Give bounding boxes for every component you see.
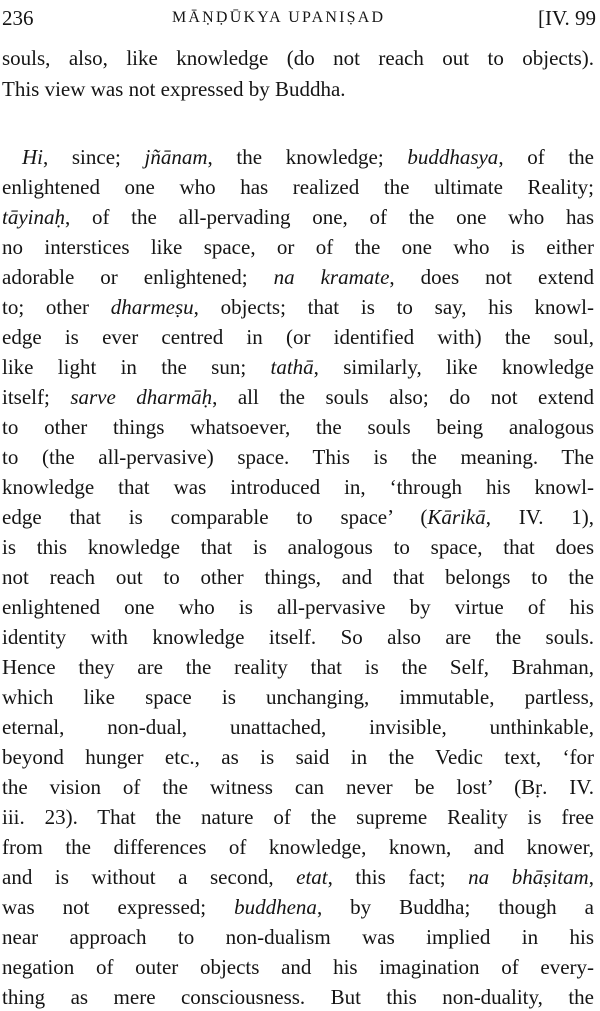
text-line <box>2 233 594 261</box>
text-line <box>2 923 594 951</box>
italic-term: na kramate <box>273 265 390 289</box>
text-line <box>2 293 594 321</box>
text-line <box>2 173 594 201</box>
text-segment: enlightened one who is all-pervasive by virtue of his <box>2 595 594 619</box>
text-line <box>2 743 594 771</box>
text-line <box>2 75 594 103</box>
text-segment: , <box>588 865 594 889</box>
text-line <box>2 473 594 501</box>
text-line <box>2 623 594 651</box>
text-line <box>2 353 594 381</box>
text-segment: Hence they are the reality that is the Self, Brahman, <box>2 655 594 679</box>
text-segment: , since; <box>43 145 145 169</box>
text-segment: was not expressed; <box>2 895 235 919</box>
text-segment: to (the all-pervasive) space. This is the meaning. The <box>2 445 594 469</box>
text-segment: identity with knowledge itself. So also are the souls. <box>2 625 594 649</box>
text-segment: , objects; that is to say, his knowl- <box>193 295 594 319</box>
text-segment: edge that is comparable to space’ ( <box>2 505 428 529</box>
text-segment: to; other <box>2 295 111 319</box>
section-reference: [IV. 99 <box>538 6 596 30</box>
text-segment: iii. 23). That the nature of the supreme Reality is free <box>2 805 594 829</box>
text-line <box>2 893 594 921</box>
page-number: 236 <box>2 6 34 30</box>
text-segment: from the differences of knowledge, known, and knower, <box>2 835 594 859</box>
italic-term: tāyinaḥ <box>2 205 65 229</box>
italic-term: buddhasya <box>407 145 499 169</box>
italic-term: dharmeṣu <box>110 295 194 319</box>
text-line <box>2 863 594 891</box>
text-segment: knowledge that was introduced in, ‘through his knowl- <box>2 475 594 499</box>
running-title: MĀṆḌŪKYA UPANIṢAD <box>172 9 386 26</box>
text-segment: beyond hunger etc., as is said in the Vedic text, ‘for <box>2 745 594 769</box>
text-segment: itself; <box>2 385 71 409</box>
text-segment: , all the souls also; do not extend <box>212 385 595 409</box>
text-segment: , the knowledge; <box>207 145 408 169</box>
text-segment: negation of outer objects and his imagination of every- <box>2 955 594 979</box>
text-segment: souls, also, like knowledge (do not reach out to objects). <box>2 46 594 70</box>
text-line <box>2 44 594 72</box>
italic-term: etat <box>296 865 328 889</box>
text-line <box>2 203 594 231</box>
text-line <box>2 443 594 471</box>
text-line <box>2 983 594 1011</box>
text-segment: , of the all-pervading one, of the one who has <box>65 205 594 229</box>
italic-term: buddhena <box>234 895 317 919</box>
italic-term: tathā <box>270 355 314 379</box>
text-line <box>2 773 594 801</box>
text-line <box>2 833 594 861</box>
italic-term: jñānam <box>144 145 208 169</box>
text-segment: to other things whatsoever, the souls being analogous <box>2 415 594 439</box>
text-line <box>2 263 594 291</box>
text-segment: , does not extend <box>389 265 594 289</box>
text-line <box>2 323 594 351</box>
text-line <box>2 563 594 591</box>
text-line <box>2 713 594 741</box>
text-segment: This view was not expressed by Buddha. <box>2 77 346 101</box>
text-line <box>2 953 594 981</box>
text-line <box>2 383 594 411</box>
text-segment: is this knowledge that is analogous to space, that does <box>2 535 594 559</box>
italic-term: Kārikā <box>427 505 486 529</box>
text-segment: thing as mere consciousness. But this non-duality, the <box>2 985 594 1009</box>
text-segment: like light in the sun; <box>2 355 271 379</box>
text-line <box>2 593 594 621</box>
text-segment: near approach to non-dualism was implied in his <box>2 925 594 949</box>
text-line <box>2 653 594 681</box>
text-segment: , by Buddha; though a <box>316 895 594 919</box>
text-segment: edge is ever centred in (or identified with) the soul, <box>2 325 594 349</box>
text-segment: the vision of the witness can never be lost’ (Bṛ. IV. <box>2 775 594 799</box>
text-segment: which like space is unchanging, immutable, partless, <box>2 685 594 709</box>
text-line <box>2 503 594 531</box>
text-line <box>22 143 594 171</box>
text-segment: adorable or enlightened; <box>2 265 274 289</box>
text-segment: no interstices like space, or of the one who is either <box>2 235 594 259</box>
text-segment: not reach out to other things, and that belongs to the <box>2 565 594 589</box>
text-segment: eternal, non-dual, unattached, invisible, unthinkable, <box>2 715 594 739</box>
text-line <box>2 533 594 561</box>
text-line <box>2 803 594 831</box>
italic-term: sarve dharmāḥ <box>70 385 213 409</box>
text-line <box>2 413 594 441</box>
text-segment: and is without a second, <box>2 865 297 889</box>
text-segment: , similarly, like knowledge <box>313 355 594 379</box>
text-segment: , of the <box>498 145 594 169</box>
running-header <box>2 2 596 34</box>
text-segment: , IV. 1), <box>485 505 594 529</box>
text-segment: enlightened one who has realized the ultimate Reality; <box>2 175 594 199</box>
italic-term: Hi <box>22 145 43 169</box>
italic-term: na bhāṣitam <box>468 865 589 889</box>
text-segment: , this fact; <box>327 865 469 889</box>
text-line <box>2 683 594 711</box>
